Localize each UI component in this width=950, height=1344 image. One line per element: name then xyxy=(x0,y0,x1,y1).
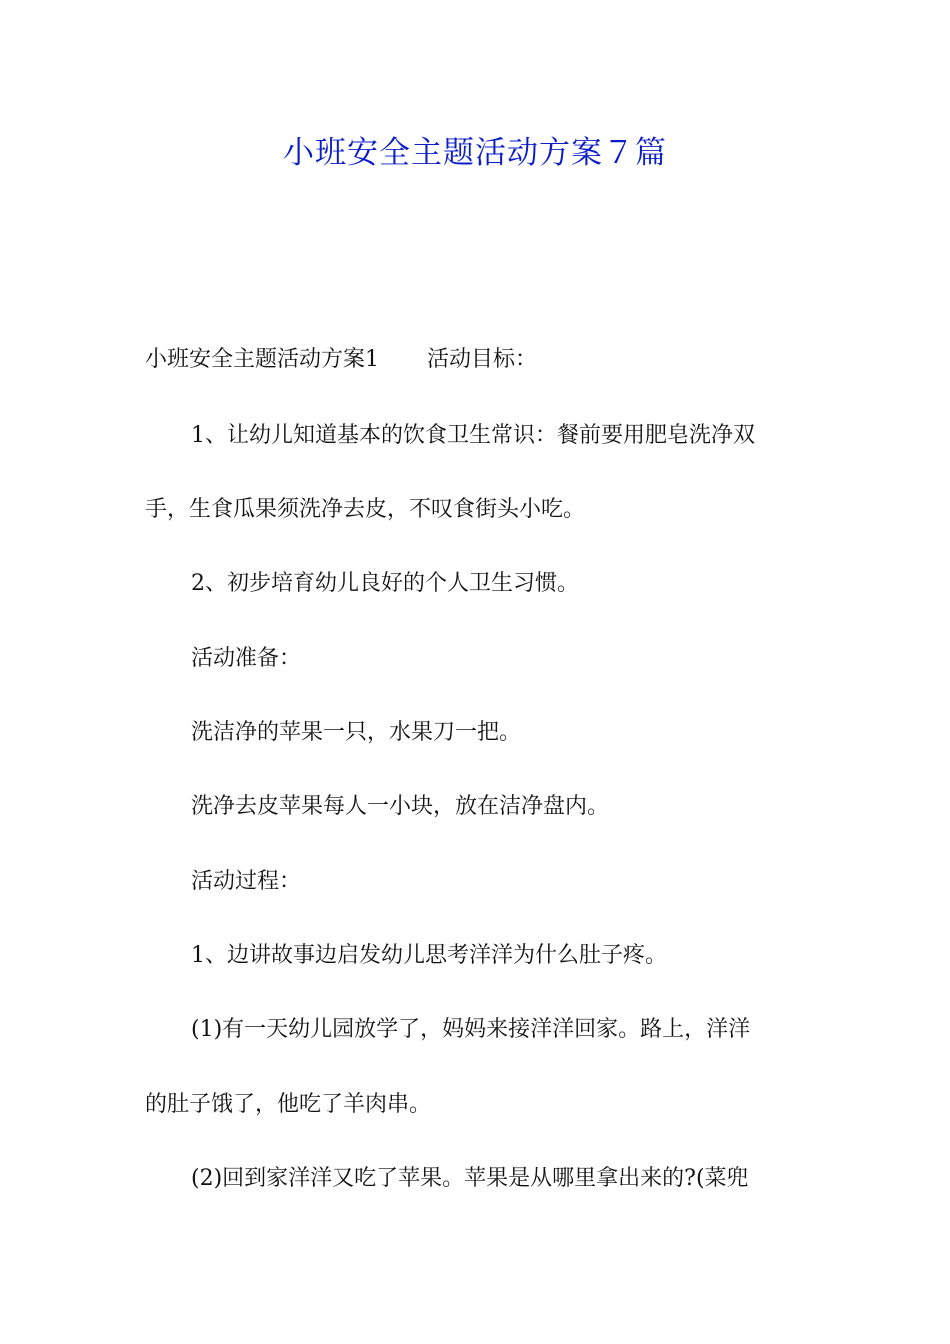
document-title: 小班安全主题活动方案７篇 xyxy=(283,135,667,171)
paragraph-line: 1、让幼儿知道基本的饮食卫生常识：餐前要用肥皂洗净双 xyxy=(191,423,755,448)
section-title: 小班安全主题活动方案1 xyxy=(145,347,379,372)
paragraph-line: 洗洁净的苹果一只，水果刀一把。 xyxy=(191,720,522,745)
paragraph-line: (2)回到家洋洋又吃了苹果。苹果是从哪里拿出来的?(菜兜 xyxy=(191,1166,749,1191)
paragraph-line: 洗净去皮苹果每人一小块，放在洁净盘内。 xyxy=(191,794,610,819)
paragraph-line: (1)有一天幼儿园放学了，妈妈来接洋洋回家。路上，洋洋 xyxy=(191,1017,751,1042)
section-heading-line xyxy=(145,340,815,380)
subheading-goals: 活动目标： xyxy=(427,347,538,372)
paragraph-line: 的肚子饿了，他吃了羊肉串。 xyxy=(145,1092,432,1117)
paragraph-line: 1、边讲故事边启发幼儿思考洋洋为什么肚子疼。 xyxy=(191,943,667,968)
subheading-preparation: 活动准备： xyxy=(191,646,302,671)
paragraph-line: 手，生食瓜果须洗净去皮，不叹食街头小吃。 xyxy=(145,497,586,522)
paragraph-line: 2、初步培育幼儿良好的个人卫生习惯。 xyxy=(191,571,579,596)
subheading-process: 活动过程： xyxy=(191,869,302,894)
